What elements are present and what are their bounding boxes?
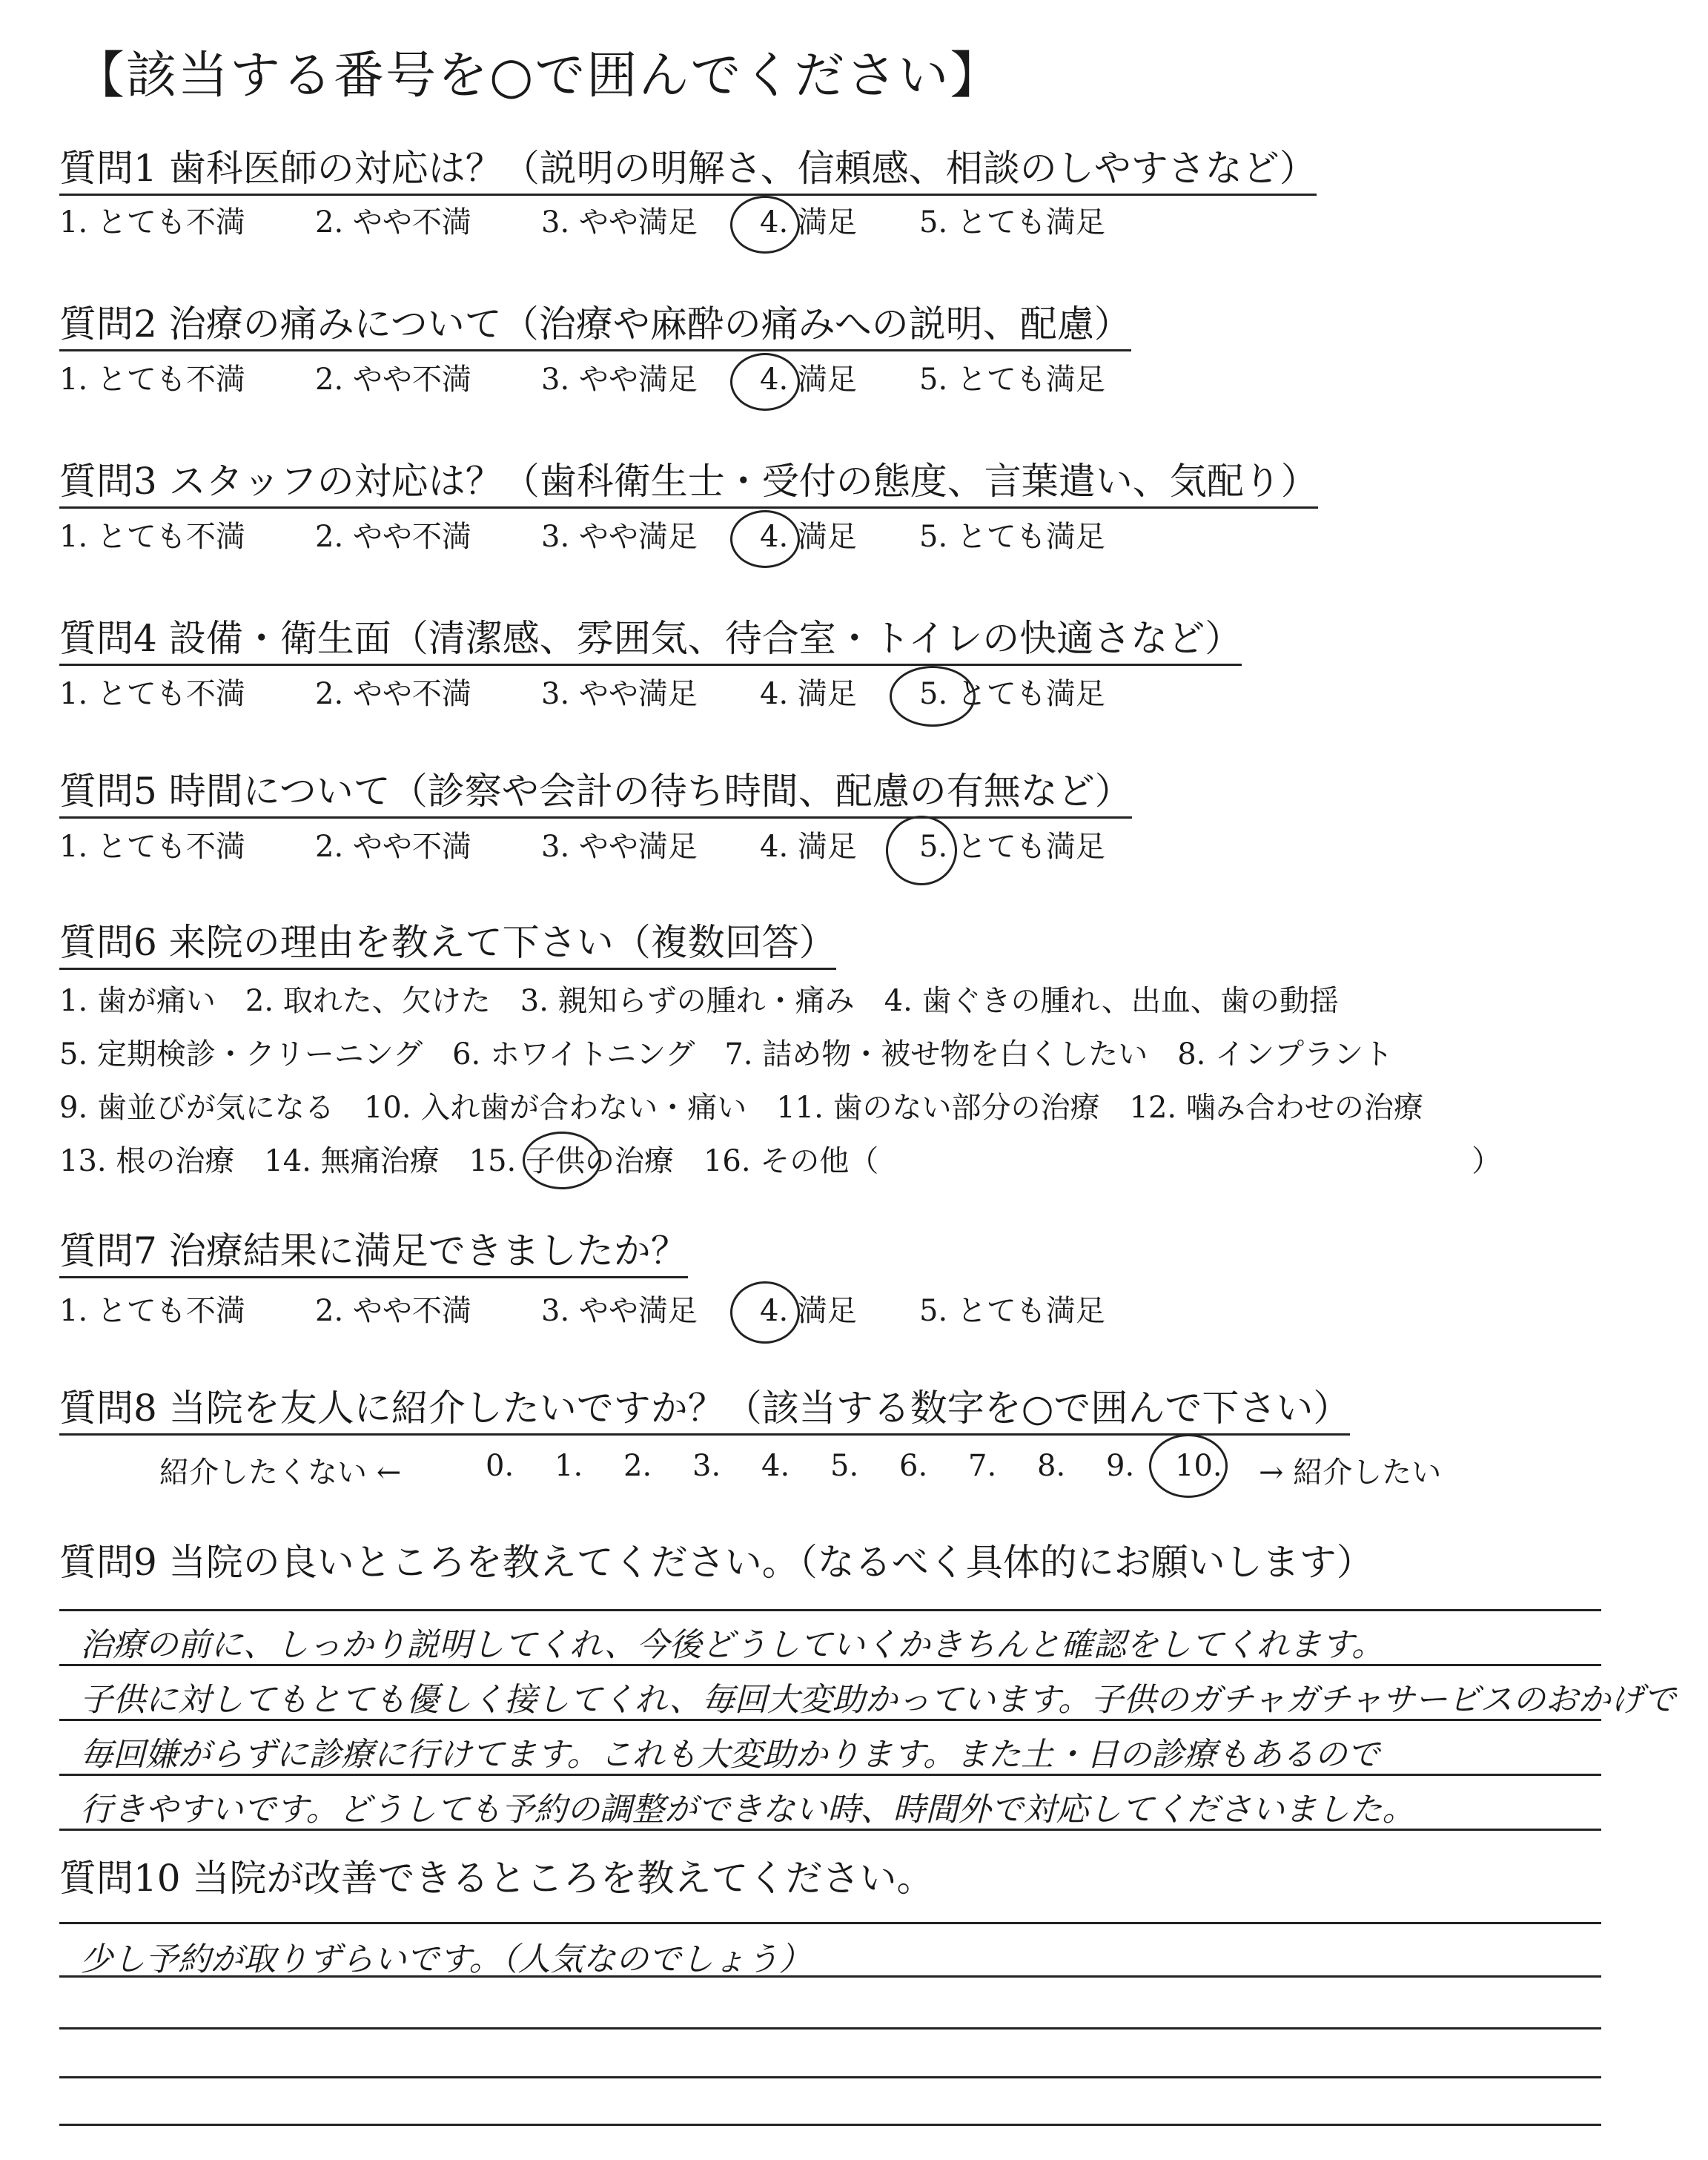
selected-circle-mark <box>730 196 800 254</box>
option-5[interactable]: 5. とても満足 <box>919 363 1105 397</box>
page-header: 【該当する番号を○で囲んでください】 <box>74 47 1002 105</box>
reason-line-4[interactable]: 13. 根の治療 14. 無痛治療 15. 子供の治療 16. その他（ ） <box>59 1144 1502 1178</box>
option-3[interactable]: 3. やや満足 <box>541 520 698 554</box>
selected-circle-mark <box>730 353 800 411</box>
question-4-title: 質問4 設備・衛生面（清潔感、雰囲気、待合室・トイレの快適さなど） <box>59 618 1242 666</box>
option-5[interactable]: 5. とても満足 <box>919 830 1105 864</box>
option-1[interactable]: 1. とても不満 <box>59 677 245 711</box>
scale-option-4[interactable]: 4. <box>761 1449 790 1483</box>
answer-line <box>59 2076 1601 2078</box>
handwritten-answer-line-2: 子供に対してもとても優しく接してくれ、毎回大変助かっています。子供のガチャガチャサービスのおかげで <box>80 1681 1676 1719</box>
scale-option-6[interactable]: 6. <box>899 1449 928 1483</box>
selected-circle-mark <box>730 510 800 568</box>
reason-line-2[interactable]: 5. 定期検診・クリーニング 6. ホワイトニング 7. 詰め物・被せ物を白くしたい 8. インプラント <box>59 1037 1394 1071</box>
handwritten-answer-line-3: 毎回嫌がらずに診療に行けてます。これも大変助かります。また土・日の診療もあるので <box>80 1736 1380 1774</box>
handwritten-answer-line-1: 治療の前に、しっかり説明してくれ、今後どうしていくかきちんと確認をしてくれます。 <box>80 1626 1385 1664</box>
option-4[interactable]: 4. 満足 <box>760 205 857 240</box>
option-2[interactable]: 2. やや不満 <box>315 830 471 864</box>
scale-option-8[interactable]: 8. <box>1037 1449 1066 1483</box>
selected-circle-mark <box>1149 1434 1228 1498</box>
scale-option-0[interactable]: 0. <box>486 1449 514 1483</box>
scale-option-9[interactable]: 9. <box>1106 1449 1135 1483</box>
option-4[interactable]: 4. 満足 <box>760 677 857 711</box>
selected-circle-mark <box>890 666 976 727</box>
question-8-title: 質問8 当院を友人に紹介したいですか？（該当する数字を○で囲んで下さい） <box>59 1388 1350 1436</box>
selected-circle-mark <box>886 816 957 885</box>
option-1[interactable]: 1. とても不満 <box>59 363 245 397</box>
scale-option-3[interactable]: 3. <box>692 1449 721 1483</box>
option-5[interactable]: 5. とても満足 <box>919 205 1105 240</box>
option-1[interactable]: 1. とても不満 <box>59 205 245 240</box>
option-5[interactable]: 5. とても満足 <box>919 677 1105 711</box>
option-2[interactable]: 2. やや不満 <box>315 520 471 554</box>
question-6-title: 質問6 来院の理由を教えて下さい（複数回答） <box>59 922 836 970</box>
option-3[interactable]: 3. やや満足 <box>541 830 698 864</box>
option-4[interactable]: 4. 満足 <box>760 363 857 397</box>
question-7-title: 質問7 治療結果に満足できましたか？ <box>59 1231 688 1278</box>
option-4[interactable]: 4. 満足 <box>760 830 857 864</box>
option-4[interactable]: 4. 満足 <box>760 1294 857 1328</box>
answer-line <box>59 1609 1601 1611</box>
question-9-title: 質問9 当院の良いところを教えてください。（なるべく具体的にお願いします） <box>59 1541 1374 1584</box>
question-3-title: 質問3 スタッフの対応は？（歯科衛生士・受付の態度、言葉遣い、気配り） <box>59 461 1318 509</box>
handwritten-answer-line-1: 少し予約が取りずらいです。（人気なのでしょう） <box>80 1941 812 1978</box>
scale-option-2[interactable]: 2. <box>623 1449 652 1483</box>
question-5-title: 質問5 時間について（診察や会計の待ち時間、配慮の有無など） <box>59 771 1132 819</box>
scale-option-1[interactable]: 1. <box>555 1449 583 1483</box>
question-1-title: 質問1 歯科医師の対応は？（説明の明解さ、信頼感、相談のしやすさなど） <box>59 148 1317 196</box>
option-3[interactable]: 3. やや満足 <box>541 677 698 711</box>
answer-line <box>59 2124 1601 2126</box>
reason-line-3[interactable]: 9. 歯並びが気になる 10. 入れ歯が合わない・痛い 11. 歯のない部分の治療 12. 噛み合わせの治療 <box>59 1091 1423 1125</box>
handwritten-answer-line-4: 行きやすいです。どうしても予約の調整ができない時、時間外で対応してくださいました。 <box>80 1791 1415 1829</box>
question-10-title: 質問10 当院が改善できるところを教えてください。 <box>59 1857 934 1900</box>
answer-line <box>59 2027 1601 2029</box>
answer-line <box>59 1922 1601 1924</box>
option-1[interactable]: 1. とても不満 <box>59 520 245 554</box>
option-5[interactable]: 5. とても満足 <box>919 520 1105 554</box>
scale-left-label: 紹介したくない ← <box>159 1456 402 1490</box>
option-1[interactable]: 1. とても不満 <box>59 830 245 864</box>
option-5[interactable]: 5. とても満足 <box>919 1294 1105 1328</box>
option-2[interactable]: 2. やや不満 <box>315 205 471 240</box>
option-4[interactable]: 4. 満足 <box>760 520 857 554</box>
option-3[interactable]: 3. やや満足 <box>541 1294 698 1328</box>
option-3[interactable]: 3. やや満足 <box>541 205 698 240</box>
selected-circle-mark <box>523 1132 601 1189</box>
option-2[interactable]: 2. やや不満 <box>315 1294 471 1328</box>
option-3[interactable]: 3. やや満足 <box>541 363 698 397</box>
reason-line-1[interactable]: 1. 歯が痛い 2. 取れた、欠けた 3. 親知らずの腫れ・痛み 4. 歯ぐきの腫れ、出血、歯の動揺 <box>59 984 1339 1018</box>
scale-option-7[interactable]: 7. <box>968 1449 997 1483</box>
scale-option-10[interactable]: 10. <box>1175 1449 1222 1483</box>
selected-circle-mark <box>730 1281 800 1344</box>
option-1[interactable]: 1. とても不満 <box>59 1294 245 1328</box>
scale-right-label: → 紹介したい <box>1259 1456 1442 1490</box>
scale-option-5[interactable]: 5. <box>830 1449 859 1483</box>
question-2-title: 質問2 治療の痛みについて（治療や麻酔の痛みへの説明、配慮） <box>59 304 1131 351</box>
option-2[interactable]: 2. やや不満 <box>315 363 471 397</box>
option-2[interactable]: 2. やや不満 <box>315 677 471 711</box>
